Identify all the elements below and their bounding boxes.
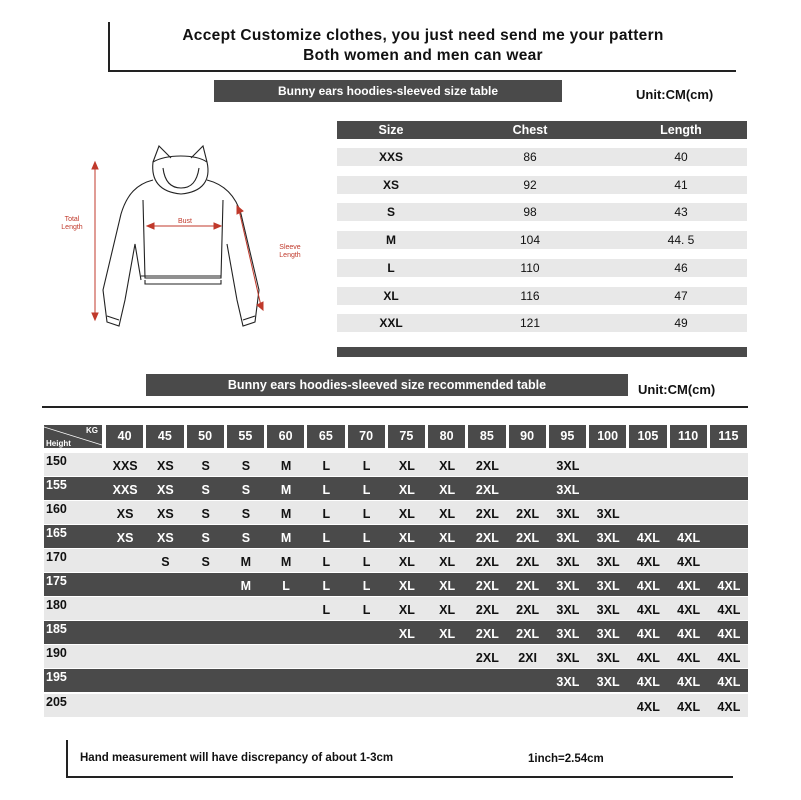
size-recommend-cell: L [322, 579, 331, 593]
size-recommend-cell: L [322, 531, 331, 545]
weight-header-cell: 65 [307, 425, 344, 448]
hoodie-diagram [55, 140, 325, 345]
weight-header-cell: 70 [348, 425, 385, 448]
size-recommend-cell: 4XL [677, 675, 701, 689]
size-recommend-cell: 2XL [516, 555, 540, 569]
size-recommend-cell: L [322, 483, 331, 497]
size-recommend-cell: 4XL [636, 700, 660, 714]
weight-header-cell: 100 [589, 425, 626, 448]
size-cell: M [386, 233, 396, 248]
size-recommend-cell: 4XL [717, 603, 741, 617]
size-recommend-cell: XL [398, 555, 415, 569]
size-table-row [337, 259, 747, 277]
size-recommend-cell: L [362, 459, 371, 473]
col-size: Size [378, 123, 404, 137]
size-recommend-cell: 2XL [516, 627, 540, 641]
size-recommend-cell: 4XL [717, 675, 741, 689]
size-recommend-cell: XS [116, 531, 134, 545]
size-recommend-cell: 3XL [596, 651, 620, 665]
length-cell: 43 [674, 205, 688, 220]
size-recommend-cell: 4XL [717, 700, 741, 714]
size-table-row [337, 203, 747, 221]
size-cell: L [387, 260, 395, 275]
size-recommend-cell: XL [439, 483, 456, 497]
size-recommend-cell: S [241, 483, 251, 497]
size-recommend-cell: 2XL [516, 579, 540, 593]
header-banner [108, 22, 736, 72]
recommend-table-unit: Unit:CM(cm) [638, 382, 716, 397]
size-recommend-cell: 3XL [596, 579, 620, 593]
bust-label: Bust [177, 218, 192, 225]
length-cell: 47 [674, 288, 688, 303]
chest-cell: 116 [520, 288, 540, 303]
size-recommend-cell: S [201, 531, 210, 545]
size-recommend-cell: M [240, 555, 252, 569]
size-recommend-cell: 2XL [516, 507, 540, 521]
size-recommend-cell: 3XL [596, 603, 620, 617]
col-chest: Chest [512, 123, 548, 137]
size-recommend-cell: 3XL [596, 555, 620, 569]
chest-cell: 86 [523, 150, 537, 164]
size-recommend-cell: XL [439, 459, 456, 473]
size-recommend-cell [706, 551, 752, 574]
size-cell: XXL [379, 316, 403, 331]
size-recommend-cell: L [322, 459, 331, 473]
size-recommend-cell: XL [398, 483, 415, 497]
size-recommend-cell: 3XL [556, 651, 580, 665]
size-recommend-cell: 3XL [556, 555, 580, 569]
size-recommend-cell: L [322, 507, 331, 521]
size-recommend-cell: 4XL [717, 579, 741, 593]
size-table-row [337, 176, 747, 194]
size-recommend-cell: 4XL [636, 627, 660, 641]
size-recommend-cell: 4XL [677, 651, 701, 665]
chest-cell: 110 [520, 260, 540, 275]
sleeve-length-label: Sleeve Length [279, 244, 301, 259]
size-recommend-cell: XS [157, 507, 174, 521]
size-table-title: Bunny ears hoodies-sleeved size table [214, 80, 562, 102]
chest-cell: 104 [519, 233, 541, 248]
size-recommend-cell [706, 479, 752, 502]
weight-header-cell: 50 [187, 425, 224, 448]
size-recommend-cell: XL [439, 603, 456, 617]
corner-kg: KG [86, 426, 98, 435]
size-recommend-cell: 4XL [636, 579, 660, 593]
recommend-table-row [44, 621, 748, 644]
weight-header-cell: 75 [388, 425, 425, 448]
size-cell: XL [383, 288, 399, 303]
size-recommend-cell: 2XL [475, 579, 499, 593]
size-recommend-cell: S [201, 555, 210, 569]
recommend-table-header [44, 425, 748, 448]
size-recommend-cell: M [280, 483, 292, 497]
footer-inch-conversion: 1inch=2.54cm [528, 753, 604, 765]
height-cell: 195 [46, 670, 67, 684]
size-recommend-cell: XL [439, 627, 456, 641]
chest-cell: 92 [523, 177, 537, 192]
size-recommend-cell: XL [439, 507, 456, 521]
weight-header-cell: 115 [710, 425, 747, 448]
weight-header-cell: 110 [670, 425, 707, 448]
size-table-row [337, 314, 747, 332]
size-recommend-cell: 4XL [677, 603, 701, 617]
height-cell: 165 [46, 526, 67, 540]
length-cell: 41 [674, 177, 688, 192]
size-recommend-cell: 4XL [717, 651, 741, 665]
size-recommend-cell: M [240, 579, 252, 593]
size-table-row [337, 231, 747, 249]
size-recommend-cell: 4XL [636, 651, 660, 665]
size-recommend-cell: L [282, 579, 290, 593]
size-recommend-cell: XL [439, 555, 456, 569]
total-length-label: Total Length [61, 216, 83, 231]
size-recommend-cell: 2XL [475, 651, 499, 665]
weight-header-cell: 85 [468, 425, 505, 448]
size-recommend-cell: 4XL [717, 627, 741, 641]
size-recommend-cell: 4XL [677, 627, 701, 641]
size-recommend-cell: S [241, 507, 251, 521]
corner-height: Height [46, 439, 71, 448]
size-recommend-cell: S [201, 507, 210, 521]
size-recommend-cell: 4XL [636, 603, 660, 617]
size-recommend-cell [706, 455, 752, 478]
recommend-table-row [44, 669, 748, 692]
footer-discrepancy-note: Hand measurement will have discrepancy of about 1-3cm [80, 752, 394, 764]
height-cell: 160 [46, 502, 67, 516]
size-recommend-cell: 3XL [556, 675, 580, 689]
weight-header-cell: 55 [227, 425, 264, 448]
size-recommend-cell: 4XL [677, 700, 701, 714]
size-table-header [337, 121, 747, 139]
size-recommend-cell: 2XL [475, 603, 499, 617]
size-recommend-cell: 3XL [556, 579, 580, 593]
size-recommend-cell: L [322, 555, 331, 569]
size-table-row [337, 287, 747, 305]
size-cell: XS [382, 177, 399, 192]
size-recommend-cell: L [322, 603, 331, 617]
size-recommend-cell [706, 503, 752, 526]
size-recommend-cell: 2XL [475, 555, 499, 569]
recommend-table-row [44, 477, 748, 500]
size-recommend-cell: 2XL [475, 507, 499, 521]
size-recommend-cell: S [201, 483, 210, 497]
size-recommend-cell: 2XL [475, 459, 499, 473]
recommend-table-title: Bunny ears hoodies-sleeved size recommended table [146, 374, 628, 396]
size-recommend-cell: M [280, 459, 292, 473]
size-recommend-cell: XXS [112, 459, 138, 473]
weight-header-cell: 95 [549, 425, 586, 448]
recommend-table-row [44, 549, 748, 572]
size-recommend-cell: 3XL [556, 507, 580, 521]
weight-header-cell: 45 [146, 425, 183, 448]
col-length: Length [660, 123, 702, 137]
size-recommend-cell: M [280, 507, 292, 521]
recommend-table-row [44, 573, 748, 596]
size-recommend-cell: M [280, 531, 292, 545]
height-cell: 150 [46, 454, 67, 468]
size-table-bottom-bar [337, 347, 747, 357]
length-cell: 44. 5 [667, 233, 695, 248]
size-recommend-cell: 4XL [636, 531, 660, 545]
height-cell: 155 [46, 478, 67, 492]
height-cell: 170 [46, 550, 67, 564]
size-recommend-cell: 2XL [516, 531, 540, 545]
size-recommend-cell: 2XL [475, 531, 499, 545]
size-recommend-cell: 2XI [518, 651, 537, 665]
size-recommend-cell: XS [157, 531, 174, 545]
size-recommend-cell: 4XL [636, 555, 660, 569]
recommend-table-row [44, 501, 748, 524]
size-recommend-cell: L [362, 531, 371, 545]
size-table-row [337, 148, 747, 166]
size-recommend-cell: XS [157, 483, 174, 497]
recommend-table-top-line [42, 406, 748, 408]
footer-note-box [66, 740, 733, 778]
size-recommend-cell [706, 527, 752, 550]
length-cell: 49 [674, 316, 688, 331]
size-recommend-cell: 4XL [636, 675, 660, 689]
size-recommend-cell: 3XL [556, 483, 580, 497]
size-cell: S [386, 205, 395, 220]
recommend-table-row [44, 525, 748, 548]
size-recommend-cell: XL [398, 531, 415, 545]
height-cell: 185 [46, 622, 67, 636]
length-cell: 46 [674, 260, 688, 275]
size-recommend-cell: XXS [112, 483, 138, 497]
size-recommend-cell: 4XL [677, 531, 701, 545]
weight-header-cell: 60 [267, 425, 304, 448]
size-recommend-cell: 3XL [596, 507, 620, 521]
size-recommend-cell: L [362, 483, 371, 497]
size-recommend-cell: 2XL [475, 627, 499, 641]
size-recommend-cell: XL [439, 579, 456, 593]
recommend-table-row [44, 645, 748, 668]
size-recommend-cell: L [362, 555, 371, 569]
size-recommend-cell: S [241, 459, 251, 473]
size-recommend-cell: XL [398, 627, 415, 641]
size-recommend-cell: XL [398, 603, 415, 617]
size-table-unit: Unit:CM(cm) [636, 87, 714, 102]
size-recommend-cell: L [362, 603, 371, 617]
size-recommend-cell: 3XL [556, 627, 580, 641]
header-line-1: Accept Customize clothes, you just need send me your pattern [182, 27, 664, 44]
weight-header-cell: 105 [629, 425, 666, 448]
size-recommend-cell: 3XL [556, 531, 580, 545]
size-recommend-cell: S [201, 459, 210, 473]
height-cell: 205 [46, 695, 67, 709]
size-recommend-cell: 3XL [556, 459, 580, 473]
size-recommend-cell: XL [398, 579, 415, 593]
recommend-table-row [44, 694, 748, 717]
size-recommend-cell: 2XL [516, 603, 540, 617]
size-recommend-cell: 4XL [677, 579, 701, 593]
weight-header-cell: 40 [106, 425, 143, 448]
size-recommend-cell: S [241, 531, 251, 545]
size-recommend-cell: 4XL [677, 555, 701, 569]
size-recommend-cell: 2XL [475, 483, 499, 497]
chest-cell: 121 [519, 316, 541, 331]
size-recommend-cell: M [280, 555, 292, 569]
size-recommend-cell: XL [398, 459, 415, 473]
height-cell: 180 [46, 598, 67, 612]
recommend-table-row [44, 453, 748, 476]
size-recommend-cell: 3XL [556, 603, 580, 617]
size-cell: XXS [378, 150, 403, 164]
size-recommend-cell: XL [398, 507, 415, 521]
weight-header-cell: 90 [509, 425, 546, 448]
weight-header-cell: 80 [428, 425, 465, 448]
size-recommend-cell: XS [116, 507, 134, 521]
size-recommend-cell: S [161, 555, 170, 569]
chest-cell: 98 [523, 205, 537, 220]
height-cell: 175 [46, 574, 67, 588]
size-recommend-cell: 3XL [596, 627, 620, 641]
size-recommend-cell: XL [439, 531, 456, 545]
size-recommend-cell: 3XL [596, 675, 620, 689]
height-cell: 190 [46, 646, 67, 660]
size-recommend-cell: XS [157, 459, 174, 473]
size-recommend-cell: L [362, 579, 371, 593]
size-recommend-cell: 3XL [596, 531, 620, 545]
corner-cell [44, 425, 102, 448]
header-line-2: Both women and men can wear [303, 47, 543, 64]
recommend-table-row [44, 597, 748, 620]
size-recommend-cell: L [362, 507, 371, 521]
length-cell: 40 [674, 150, 688, 164]
